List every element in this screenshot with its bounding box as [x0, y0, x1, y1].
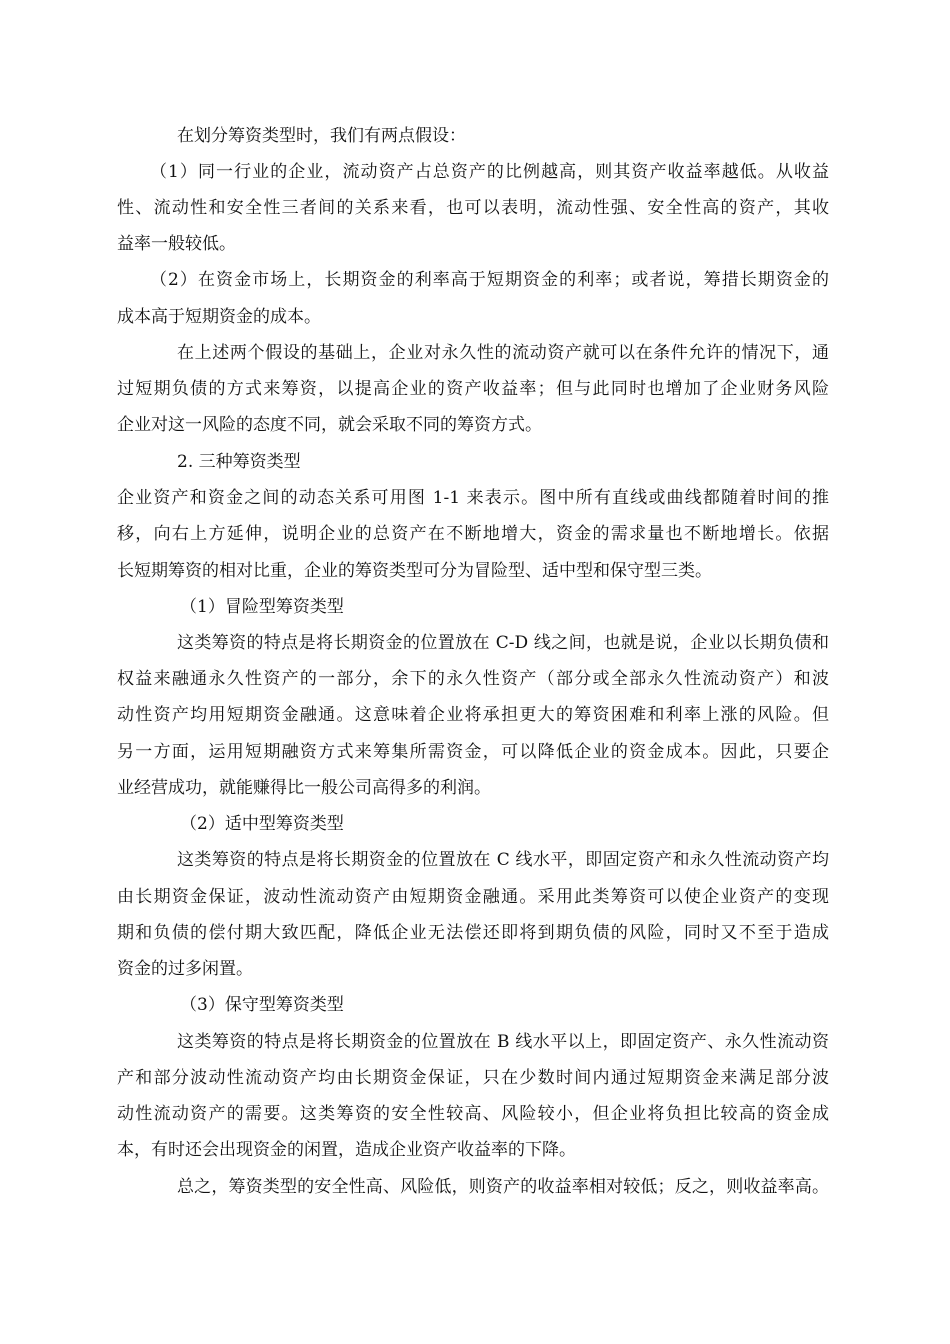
- paragraph-aggressive-line-1: 这类筹资的特点是将长期资金的位置放在 C-D 线之间，也就是说，企业以长期负债和: [177, 633, 829, 653]
- paragraph-conservative-line-4: 本，有时还会出现资金的闲置，造成企业资产收益率的下降。: [117, 1140, 576, 1160]
- paragraph-conservative-line-3: 动性流动资产的需要。这类筹资的安全性较高、风险较小，但企业将负担比较高的资金成: [117, 1104, 829, 1124]
- assumption-1-line-1: （1）同一行业的企业，流动资产占总资产的比例越高，则其资产收益率越低。从收益: [150, 162, 829, 182]
- paragraph-aggressive-line-2: 权益来融通永久性资产的一部分，余下的永久性资产（部分或全部永久性流动资产）和波: [117, 669, 829, 689]
- paragraph-conclusion: 总之，筹资类型的安全性高、风险低，则资产的收益率相对较低；反之，则收益率高。: [177, 1177, 829, 1197]
- assumption-2-line-2: 成本高于短期资金的成本。: [117, 307, 321, 327]
- paragraph-moderate-line-4: 资金的过多闲置。: [117, 959, 253, 979]
- paragraph-aggressive-line-4: 另一方面，运用短期融资方式来筹集所需资金，可以降低企业的资金成本。因此，只要企: [117, 742, 829, 762]
- paragraph-dynamics-line-2: 移，向右上方延伸，说明企业的总资产在不断地增大，资金的需求量也不断地增长。依据: [117, 524, 829, 544]
- subheading-moderate: （2）适中型筹资类型: [180, 814, 344, 834]
- subheading-conservative: （3）保守型筹资类型: [180, 995, 344, 1015]
- paragraph-moderate-line-3: 期和负债的偿付期大致匹配，降低企业无法偿还即将到期负债的风险，同时又不至于造成: [117, 923, 829, 943]
- paragraph-conservative-line-2: 产和部分波动性流动资产均由长期资金保证，只在少数时间内通过短期资金来满足部分波: [117, 1068, 829, 1088]
- assumption-1-line-3: 益率一般较低。: [117, 234, 236, 254]
- paragraph-basis-line-3: 企业对这一风险的态度不同，就会采取不同的筹资方式。: [117, 415, 542, 435]
- assumption-1-line-2: 性、流动性和安全性三者间的关系来看，也可以表明，流动性强、安全性高的资产，其收: [117, 198, 829, 218]
- paragraph-dynamics-line-3: 长短期筹资的相对比重，企业的筹资类型可分为冒险型、适中型和保守型三类。: [117, 561, 712, 581]
- paragraph-aggressive-line-5: 业经营成功，就能赚得比一般公司高得多的利润。: [117, 778, 491, 798]
- paragraph-moderate-line-1: 这类筹资的特点是将长期资金的位置放在 C 线水平，即固定资产和永久性流动资产均: [177, 850, 829, 870]
- paragraph-aggressive-line-3: 动性资产均用短期资金融通。这意味着企业将承担更大的筹资困难和利率上涨的风险。但: [117, 705, 829, 725]
- assumption-2-line-1: （2）在资金市场上，长期资金的利率高于短期资金的利率；或者说，筹措长期资金的: [150, 270, 829, 290]
- paragraph-basis-line-1: 在上述两个假设的基础上，企业对永久性的流动资产就可以在条件允许的情况下，通: [177, 343, 829, 363]
- paragraph-moderate-line-2: 由长期资金保证，波动性流动资产由短期资金融通。采用此类筹资可以使企业资产的变现: [117, 887, 829, 907]
- paragraph-dynamics-line-1: 企业资产和资金之间的动态关系可用图 1-1 来表示。图中所有直线或曲线都随着时间的推: [117, 488, 829, 508]
- paragraph-intro-line-1: 在划分筹资类型时，我们有两点假设：: [177, 126, 466, 146]
- paragraph-basis-line-2: 过短期负债的方式来筹资，以提高企业的资产收益率；但与此同时也增加了企业财务风险: [117, 379, 829, 399]
- section-heading-three-types: 2. 三种筹资类型: [177, 452, 301, 472]
- paragraph-conservative-line-1: 这类筹资的特点是将长期资金的位置放在 B 线水平以上，即固定资产、永久性流动资: [177, 1032, 829, 1052]
- subheading-aggressive: （1）冒险型筹资类型: [180, 597, 344, 617]
